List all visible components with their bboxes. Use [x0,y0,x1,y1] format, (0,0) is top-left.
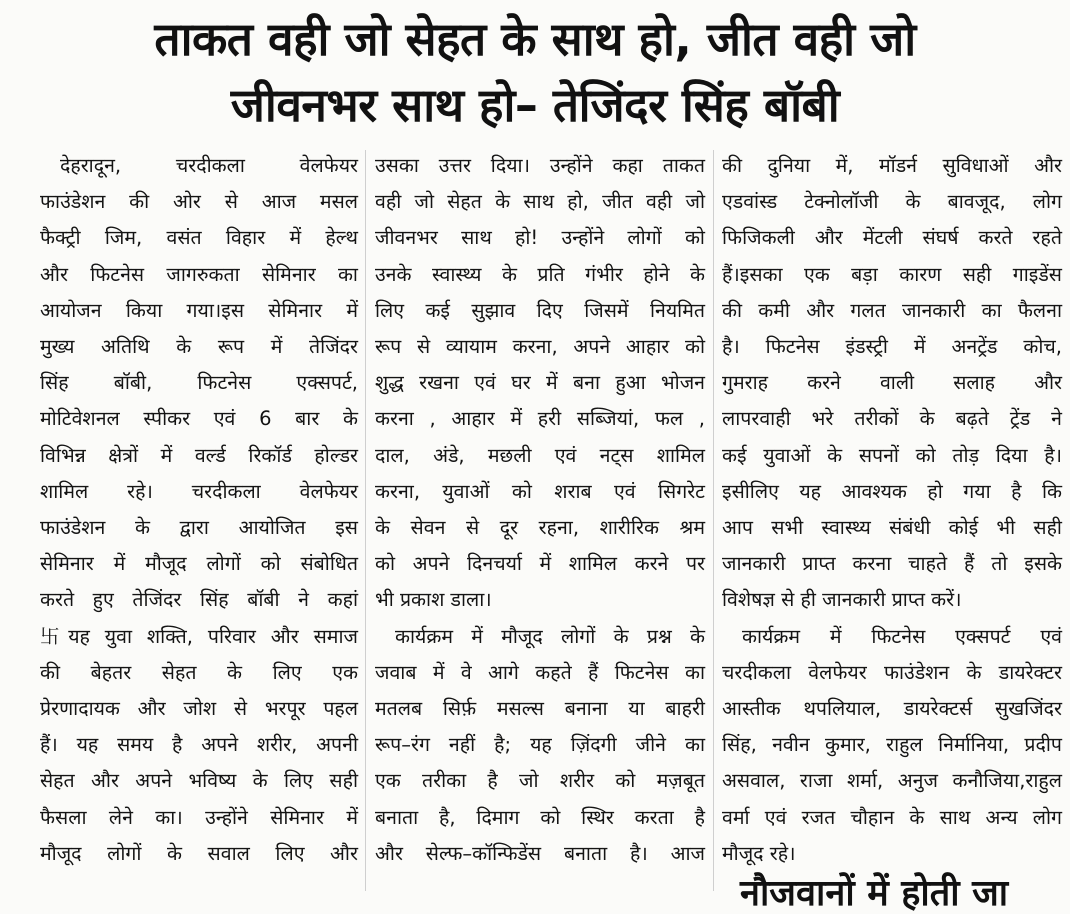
headline-line-1: ताकत वही जो सेहत के साथ हो, जीत वही जो [154,12,916,66]
article-column-1 [40,148,358,891]
text-line: विशेषज्ञ से ही जानकारी प्राप्त करें। [722,588,962,612]
text-line: हैं। यह समय है अपने शरीर, अपनी [40,733,358,757]
text-line: के सेवन से दूर रहना, शारीरिक श्रम [375,516,705,540]
text-line: हैं।इसका एक बड़ा कारण सही गाइडेंस [722,262,1062,286]
text-line: करते हुए तेजिंदर सिंह बॉबी ने कहां [40,588,358,612]
text-line: उनके स्वास्थ्य के प्रति गंभीर होने के [375,262,705,286]
text-line: गुमराह करने वाली सलाह और [722,371,1062,395]
text-line: कार्यक्रम में मौजूद लोगों के प्रश्न के [395,624,705,648]
text-line: फाउंडेशन की ओर से आज मसल [40,190,358,214]
text-line: को अपने दिनचर्या में शामिल करने पर [375,552,705,576]
text-line: कार्यक्रम में फिटनेस एक्सपर्ट एवं [742,624,1062,648]
text-line: है। फिटनेस इंडस्ट्री में अनट्रेंड कोच, [722,335,1062,359]
text-line: आयोजन किया गया।इस सेमिनार में [40,298,358,322]
text-line: सेहत और अपने भविष्य के लिए सही [40,769,358,793]
text-line: मौजूद लोगों के सवाल लिए और [40,841,358,865]
text-line: की कमी और गलत जानकारी का फैलना [722,298,1062,322]
column-divider [713,150,714,891]
text-line: फैक्ट्री जिम, वसंत विहार में हेल्थ [40,226,358,250]
article-column-3 [722,148,1062,891]
text-line: भी प्रकाश डाला। [375,588,492,612]
text-line: फैसला लेने का। उन्होंने सेमिनार में [40,805,358,829]
text-line: इसीलिए यह आवश्यक हो गया है कि [722,479,1062,503]
text-line: सेमिनार में मौजूद लोगों को संबोधित [40,552,358,576]
text-line: जवाब में वे आगे कहते हैं फिटनेस का [375,660,705,684]
text-line: मोटिवेशनल स्पीकर एवं 6 बार के [40,407,358,431]
next-headline-text: नौजवानों में होती जा [740,873,1009,914]
text-line: फाउंडेशन के द्वारा आयोजित इस [40,516,358,540]
text-line: शामिल रहे। चरदीकला वेलफेयर [40,479,358,503]
headline-line-2: जीवनभर साथ हो– तेजिंदर सिंह बॉबी [230,78,840,132]
text-line: और फिटनेस जागरुकता सेमिनार का [40,262,358,286]
text-line: उसका उत्तर दिया। उन्होंने कहा ताकत [375,154,705,177]
text-line: सिंह, नवीन कुमार, राहुल निर्मानिया, प्रदीप [722,733,1062,757]
text-line: एक तरीका है जो शरीर को मज़बूत [375,769,705,793]
text-line: चरदीकला वेलफेयर फाउंडेशन के डायरेक्टर [722,660,1062,684]
text-line: एडवांस्ड टेक्नोलॉजी के बावजूद, लोग [722,190,1062,214]
column-divider [365,150,366,891]
text-line: सिंह बॉबी, फिटनेस एक्सपर्ट, [40,371,358,395]
headline [0,6,1070,138]
text-line: फिजिकली और मेंटली संघर्ष करते रहते [722,226,1062,250]
text-line: कई युवाओं के सपनों को तोड़ दिया है। [722,443,1062,467]
text-line: असवाल, राजा शर्मा, अनुज कनौजिया,राहुल [722,769,1062,793]
text-line: जानकारी प्राप्त करना चाहते हैं तो इसके [722,552,1062,576]
text-line: लापरवाही भरे तरीकों के बढ़ते ट्रेंड ने [722,407,1062,431]
text-line: रूप–रंग नहीं है; यह ज़िंदगी जीने का [375,733,705,757]
text-line: लिए कई सुझाव दिए जिसमें नियमित [375,298,705,322]
text-line: वर्मा एवं रजत चौहान के साथ अन्य लोग [722,805,1062,829]
text-line: शुद्ध रखना एवं घर में बना हुआ भोजन [375,371,705,395]
next-article-headline-partial [740,870,1060,914]
text-line: मौजूद रहे। [722,841,796,865]
text-line: रूप से व्यायाम करना, अपने आहार को [375,335,705,359]
text-line: आप सभी स्वास्थ्य संबंधी कोई भी सही [722,516,1062,540]
text-line: 卐यह युवा शक्ति, परिवार और समाज [40,624,358,648]
text-line: आस्तीक थपलियाल, डायरेक्टर्स सुखजिंदर [722,697,1062,721]
text-line: करना , आहार में हरी सब्जियां, फल , [375,407,705,431]
text-line: की बेहतर सेहत के लिए एक [40,660,358,684]
text-line: मुख्य अतिथि के रूप में तेजिंदर [40,335,358,359]
text-line: वही जो सेहत के साथ हो, जीत वही जो [375,190,705,214]
text-line: विभिन्न क्षेत्रों में वर्ल्ड रिकॉर्ड होल्डर [40,443,358,467]
article-column-2 [375,148,705,891]
text-line: दाल, अंडे, मछली एवं नट्स शामिल [375,443,705,467]
text-line: की दुनिया में, मॉडर्न सुविधाओं और [722,154,1062,177]
text-line: और सेल्फ–कॉन्फिडेंस बनाता है। आज [375,841,705,865]
text-line: मतलब सिर्फ़ मसल्स बनाना या बाहरी [375,697,705,721]
text-line: देहरादून, चरदीकला वेलफेयर [60,154,358,177]
text-line: प्रेरणादायक और जोश से भरपूर पहल [40,697,358,721]
text-line: जीवनभर साथ हो! उन्होंने लोगों को [375,226,705,250]
text-line: करना, युवाओं को शराब एवं सिगरेट [375,479,705,503]
text-line: बनाता है, दिमाग को स्थिर करता है [375,805,705,829]
